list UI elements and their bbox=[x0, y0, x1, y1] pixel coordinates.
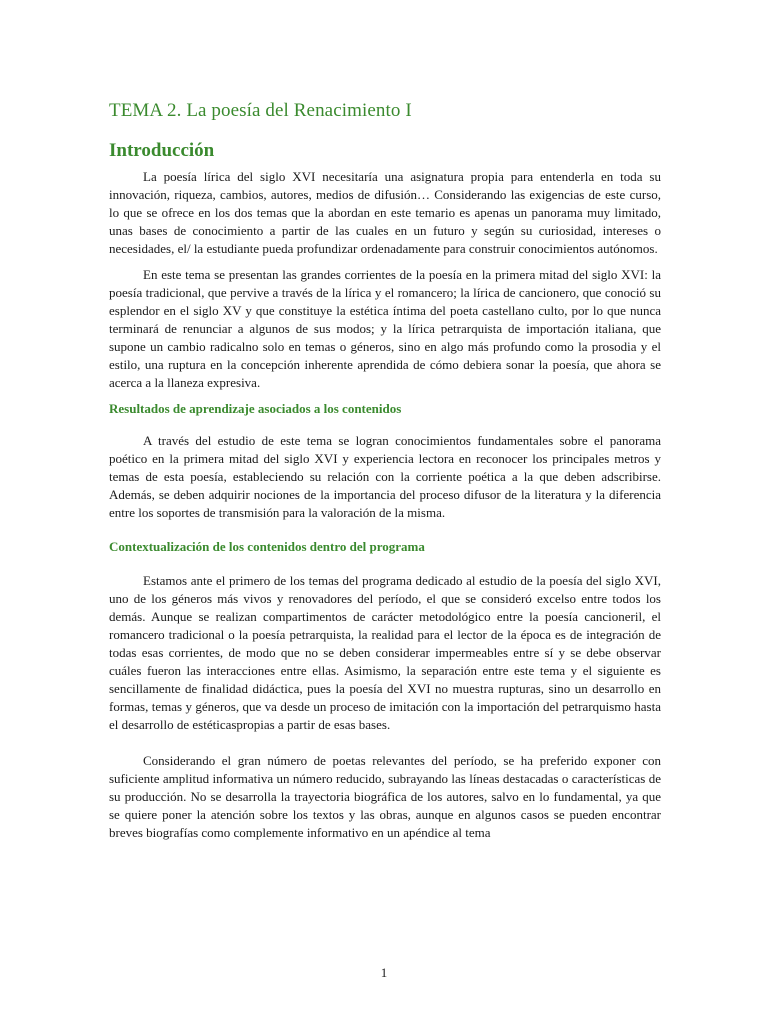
page-number: 1 bbox=[380, 965, 388, 980]
section-heading-introduccion: Introducción bbox=[109, 140, 215, 161]
document-page bbox=[109, 96, 661, 842]
subheading-contextualizacion: Contextualización de los contenidos dentro del programa bbox=[109, 539, 425, 554]
paragraph-contexto-2: Considerando el gran número de poetas relevantes del período, se ha preferido exponer con suficiente amplitud informativa un número reducido, subrayando las líneas destacadas o características de su producción. No se desarrolla la trayectoria biográfica de los autores, salvo en lo fundamental, ya que se quiere poner la atención sobre los textos y las obras, aunque en algunos casos se pueden encontrar breves biografías como complemente informativo en un apéndice al tema bbox=[109, 753, 661, 840]
paragraph-intro-2: En este tema se presentan las grandes corrientes de la poesía en la primera mitad del siglo XVI: la poesía tradicional, que pervive a través de la lírica y el romancero; la lírica de cancionero, que conoció su esplendor en el siglo XV y que constituye la estética íntima del poeta castellano culto, por lo que nunca terminará de renunciar a algunos de sus modos; y la lírica petrarquista de importación italiana, que supone un cambio radicalno solo en temas o géneros, sino en algo más profundo como la prosodia y el estilo, una ruptura en la concepción inherente aprendida de cómo debiera sonar la poesía, que ahora se acerca a la llaneza expresiva. bbox=[109, 267, 661, 390]
document-title: TEMA 2. La poesía del Renacimiento I bbox=[109, 100, 412, 121]
paragraph-resultados: A través del estudio de este tema se logran conocimientos fundamentales sobre el panorama poético en la primera mitad del siglo XVI y experiencia lectora en reconocer los principales metros y temas de esta poesía, estableciendo su relación con la corriente poética a la que deben adscribirse. Además, se deben adquirir nociones de la importancia del proceso difusor de la literatura y la diferencia entre los soportes de transmisión para la valoración de la misma. bbox=[109, 433, 661, 520]
subheading-resultados: Resultados de aprendizaje asociados a los contenidos bbox=[109, 401, 402, 416]
paragraph-contexto-1: Estamos ante el primero de los temas del programa dedicado al estudio de la poesía del siglo XVI, uno de los géneros más vivos y renovadores del período, el que se consideró excelso entre todos los demás. Aunque se realizan compartimentos de carácter metodológico entre la poesía cancioneril, el romancero tradicional o la poesía petrarquista, la realidad para el lector de la época es de integración de todas esas corrientes, de modo que no se deben considerar impermeables entre sí y se debe observar cuáles fueron las interacciones entre ellas. Asimismo, la separación entre este tema y el siguiente es sencillamente de finalidad didáctica, pues la poesía del XVI no muestra rupturas, sino un desarrollo en formas, temas y géneros, que va desde un proceso de imitación con la importación del petrarquismo hasta el desarrollo de estéticaspropias a partir de esas bases. bbox=[109, 573, 661, 732]
paragraph-intro-1: La poesía lírica del siglo XVI necesitaría una asignatura propia para entenderla en toda su innovación, riqueza, cambios, autores, medios de difusión… Considerando las exigencias de este curso, lo que se ofrece en los dos temas que la abordan en este temario es apenas un panorama muy limitado, unas bases de conocimiento a partir de las cuales en un futuro y según su curiosidad, intereses o necesidades, el/ la estudiante pueda profundizar ordenadamente para construir conocimientos autónomos. bbox=[109, 169, 661, 256]
